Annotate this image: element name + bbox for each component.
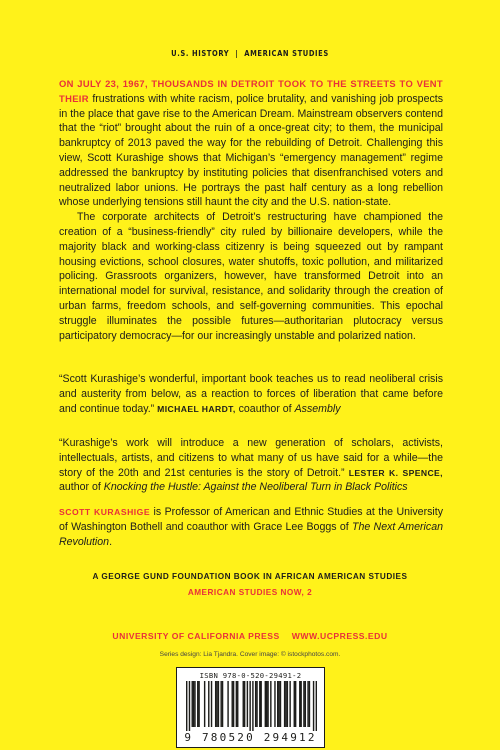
quote-work: Knocking the Hustle: Against the Neoliberal Turn in Black Politics xyxy=(103,481,408,494)
barcode-bar xyxy=(299,681,300,727)
barcode-bar xyxy=(300,681,301,727)
barcode-bar xyxy=(232,681,233,727)
barcode-bar xyxy=(227,681,228,727)
barcode-bar xyxy=(280,681,281,727)
publisher-name: UNIVERSITY OF CALIFORNIA PRESS xyxy=(112,631,280,641)
category-line xyxy=(0,49,500,58)
barcode-bar xyxy=(194,681,195,727)
description-lead: ON JULY 23, 1967, THOUSANDS IN DETROIT TOOK TO THE STREETS TO VENT THEIR xyxy=(59,78,443,104)
quote-role: coauthor of xyxy=(235,402,295,415)
design-credits: Series design: Lia Tjandra. Cover image: © istockphotos.com. xyxy=(159,651,341,658)
barcode-bar xyxy=(309,681,310,727)
barcode-bar xyxy=(220,681,221,727)
endorsement-hardt xyxy=(59,372,443,416)
barcode-bar xyxy=(222,681,223,727)
barcode-bar xyxy=(249,681,250,731)
description-p1-text: frustrations with white racism, police brutality, and vanishing job prospects in the place that gave rise to the American Dream. Mainstream observers contend that the “riot” brought about the ruin of a once-great city; to them, the municipal bankruptcy of 2013 paved the way for the rebuilding of Detroit. Challenging this view, Scott Kurashige shows that Michigan’s “emergency management” regime addressed the bankruptcy by instituting policies that disenfranchised voters and neutralized labor unions. He portrays the past half century as a long rebellion whose underlying tensions still haunt the city and the U.S. nation-state. xyxy=(59,92,443,209)
barcode-bar xyxy=(252,681,253,731)
publisher-url: WWW.UCPRESS.EDU xyxy=(291,631,388,641)
barcode-bar xyxy=(267,681,268,727)
barcode-bar xyxy=(266,681,267,727)
barcode-bar xyxy=(277,681,278,727)
barcode-bar xyxy=(303,681,304,727)
barcode-bar xyxy=(186,681,187,731)
category-american-studies: AMERICAN STUDIES xyxy=(244,49,329,58)
barcode-bar xyxy=(247,681,248,727)
barcode-bar xyxy=(260,681,261,727)
barcode-bar xyxy=(216,681,217,727)
barcode-bar xyxy=(211,681,212,727)
barcode-bar xyxy=(198,681,199,727)
barcode-bar xyxy=(274,681,275,727)
barcode-bar xyxy=(193,681,194,727)
quote-text: “Kurashige’s work will introduce a new generation of scholars, activists, intellectuals, artists, and citizens to what many of us have said for a while—the story of the 20th and 21st centuries is the story of Detroit.” xyxy=(59,437,443,479)
barcode-bar xyxy=(270,681,271,727)
bio-work: The Next American Revolution xyxy=(59,520,443,548)
barcode-bar xyxy=(244,681,245,727)
description-paragraph-2: The corporate architects of Detroit’s restructuring have championed the creation of a “business-friendly” city ruled by billionaire developers, while the majority black and working-class citizenry is being squeezed out by rampant housing evictions, school closures, water shutoffs, toxic pollution, and militarized policing. Grassroots organizers, however, have transformed Detroit into an international model for survival, resistance, and solidarity through the creation of urban farms, freedom schools, and self-governing communities. This epochal struggle illuminates the possible futures—authoritarian plutocracy versus participatory democracy—for our increasingly unstable and polarized nation. xyxy=(59,211,443,342)
barcode-bar xyxy=(233,681,234,727)
barcode-bar xyxy=(255,681,256,727)
barcode-bar xyxy=(259,681,260,727)
quote-author: MICHAEL HARDT, xyxy=(157,403,236,414)
barcode-bar xyxy=(278,681,279,727)
barcode-bar xyxy=(197,681,198,727)
quote-role: author of xyxy=(59,481,104,494)
barcode-bar xyxy=(215,681,216,727)
barcode-bar xyxy=(237,681,238,727)
barcode-bar xyxy=(208,681,209,727)
author-name: SCOTT KURASHIGE xyxy=(59,507,151,517)
barcode-bar xyxy=(204,681,205,727)
category-us-history: U.S. HISTORY xyxy=(171,49,230,58)
barcode-bars xyxy=(186,681,317,731)
barcode-bar xyxy=(295,681,296,727)
barcode-bar xyxy=(256,681,257,727)
barcode-bar xyxy=(316,681,317,731)
barcode-bar xyxy=(285,681,286,727)
description-paragraph-1 xyxy=(59,77,443,210)
publisher-line xyxy=(0,631,500,641)
barcode-bar xyxy=(294,681,295,727)
quote-text: “Scott Kurashige’s wonderful, important book teaches us to read neoliberal crisis and austerity from below, as a reaction to forces of liberation that came before and continue today.” xyxy=(59,373,443,415)
barcode-bar xyxy=(243,681,244,727)
barcode-digits: 9 780520 294912 xyxy=(184,731,317,744)
barcode-bar xyxy=(289,681,290,727)
isbn-label: ISBN 978-0-520-29491-2 xyxy=(199,671,302,680)
barcode-bar xyxy=(313,681,314,731)
barcode-bar xyxy=(265,681,266,727)
author-bio: SCOTT KURASHIGE is Professor of American and Ethnic Studies at the University of Washington Bothell and coauthor with Grace Lee Boggs of The Next American Revolution. xyxy=(59,506,443,548)
barcode-bar xyxy=(305,681,306,727)
barcode-bar xyxy=(189,681,190,731)
category-separator: | xyxy=(235,49,239,58)
barcode-bar xyxy=(218,681,219,727)
bio-text: is Professor of American and Ethnic Studies at the University of Washington Bothell and coauthor with Grace Lee Boggs of xyxy=(59,506,443,533)
barcode-bar xyxy=(236,681,237,727)
series-line-2: AMERICAN STUDIES NOW, 2 xyxy=(187,588,313,597)
description xyxy=(59,77,443,343)
barcode-bar xyxy=(287,681,288,727)
barcode-bar xyxy=(307,681,308,727)
quote-work: Assembly xyxy=(294,402,341,415)
series-line-1: A GEORGE GUND FOUNDATION BOOK IN AFRICAN AMERICAN STUDIES xyxy=(92,572,408,581)
barcode-box xyxy=(176,667,325,748)
quote-author: LESTER K. SPENCE, xyxy=(348,467,443,478)
barcode-bar xyxy=(284,681,285,727)
endorsement-spence xyxy=(59,436,443,495)
barcode-bar xyxy=(192,681,193,727)
